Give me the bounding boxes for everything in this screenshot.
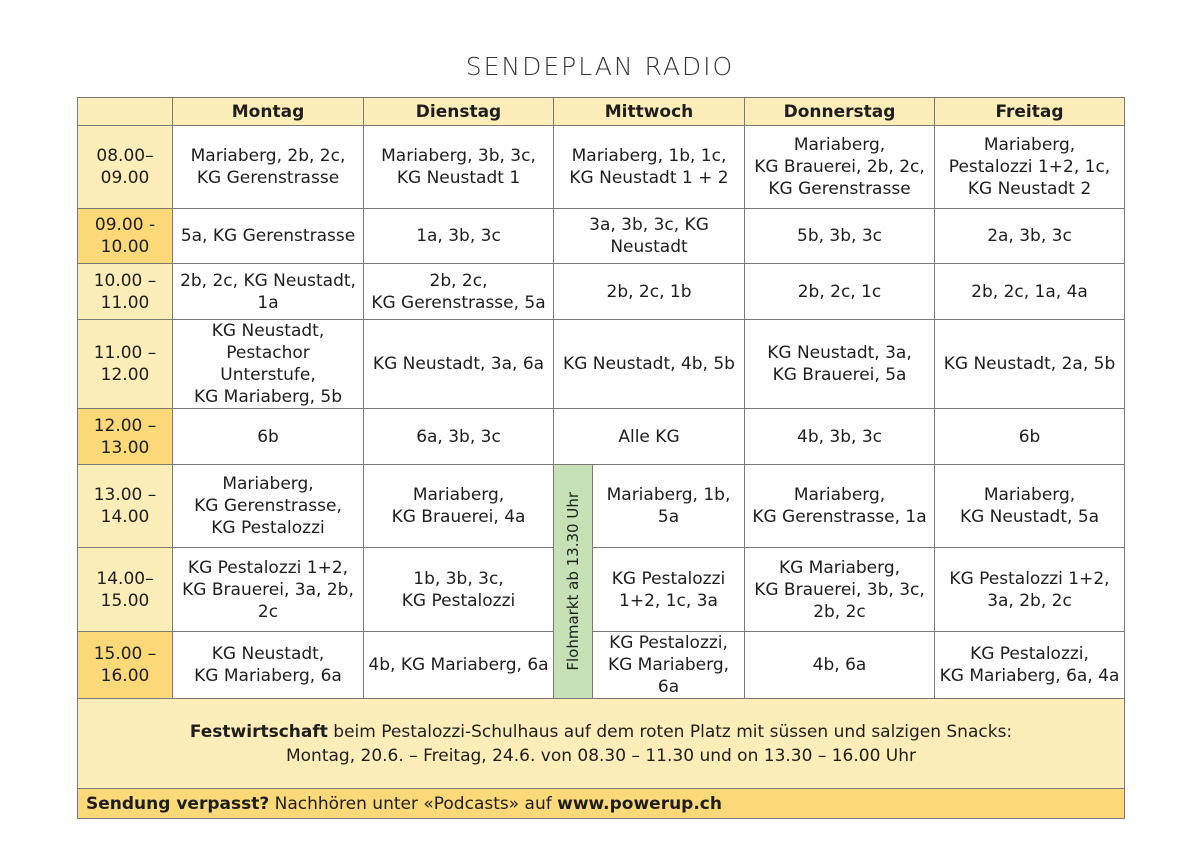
cell-line: KG Pestalozzi	[401, 590, 516, 611]
schedule-cell	[593, 548, 745, 632]
cell-line: KG Gerenstrasse, 5a	[371, 292, 546, 313]
cell-line: 13.00	[100, 437, 150, 458]
cell-line: Mariaberg, 1b, 5a	[606, 485, 731, 527]
cell-line: 4b, KG Mariaberg, 6a	[368, 655, 549, 675]
schedule-cell	[173, 465, 364, 548]
schedule-cell	[745, 548, 935, 632]
schedule-cell	[364, 264, 554, 320]
cell-line: 2b, 2c, 1b	[606, 281, 692, 302]
cell-line: KG Neustadt,	[211, 644, 325, 664]
cell-line: KG Mariaberg, 6a	[194, 666, 342, 686]
cell-line: KG Gerenstrasse,	[194, 496, 342, 516]
cell-line: KG Brauerei, 3a, 2b, 2c	[182, 579, 354, 622]
schedule-cell	[935, 126, 1125, 209]
header-row	[78, 98, 1125, 126]
cell-line: 14.00–	[96, 568, 154, 589]
schedule-cell	[745, 209, 935, 264]
cell-line: Alle KG	[618, 426, 680, 447]
cell-line: KG Gerenstrasse, 1a	[752, 507, 927, 527]
cell-line: KG Neustadt, 3a,	[767, 343, 912, 363]
footer-text: Nachhören unter «Podcasts» auf	[269, 793, 558, 814]
schedule-cell	[173, 209, 364, 264]
time-cell	[78, 465, 173, 548]
schedule-cell	[745, 465, 935, 548]
cell-line: KG Brauerei, 4a	[391, 507, 526, 527]
schedule-cell	[173, 320, 364, 409]
cell-line: 11.00 –	[93, 343, 157, 363]
time-cell	[78, 409, 173, 465]
schedule-cell	[745, 632, 935, 699]
cell-line: 2b, 2c, 1c	[797, 281, 882, 302]
schedule-cell	[745, 409, 935, 465]
cell-line: KG Mariaberg,	[778, 557, 901, 578]
schedule-cell	[745, 126, 935, 209]
cell-line: 1+2, 1c, 3a	[619, 590, 718, 611]
powerup-link[interactable]: www.powerup.ch	[557, 793, 722, 814]
cell-line: KG Mariaberg, 5b	[193, 387, 343, 407]
time-cell	[78, 264, 173, 320]
festwirtschaft-line	[82, 720, 1120, 744]
schedule-cell	[593, 632, 745, 699]
cell-line: 4b, 3b, 3c	[797, 426, 882, 447]
cell-line: KG Neustadt 2	[967, 179, 1092, 199]
cell-line: 5a, KG Gerenstrasse	[180, 226, 356, 246]
cell-line: 12.00 –	[93, 415, 157, 436]
festwirtschaft-row	[78, 699, 1125, 789]
cell-line: 09.00 -	[94, 215, 156, 235]
cell-line: KG Pestalozzi,	[970, 644, 1089, 664]
schedule-cell	[554, 264, 745, 320]
cell-line: 14.00	[100, 507, 150, 527]
cell-line: 2b, 2c	[813, 601, 866, 622]
festwirtschaft-title: Festwirtschaft	[189, 721, 328, 742]
cell-line: 10.00 –	[93, 270, 157, 291]
flohmarkt-label: Flohmarkt ab 13.30 Uhr	[564, 492, 582, 671]
schedule-cell	[935, 465, 1125, 548]
footer-row	[78, 789, 1125, 819]
cell-line: KG Pestalozzi 1+2,	[949, 568, 1110, 589]
cell-line: KG Neustadt, 3a, 6a	[372, 354, 545, 374]
cell-line: KG Mariaberg, 6a, 4a	[939, 666, 1120, 686]
cell-line: Pestalozzi 1+2, 1c,	[948, 157, 1111, 177]
cell-line: 6b	[257, 426, 279, 447]
cell-line: Mariaberg, 1b, 1c,	[571, 146, 727, 166]
cell-line: KG Brauerei, 5a	[772, 365, 907, 385]
time-slot-row	[78, 632, 1125, 699]
cell-line: 09.00	[100, 168, 150, 188]
cell-line: KG Brauerei, 3b, 3c,	[754, 579, 925, 600]
cell-line: KG Neustadt, 4b, 5b	[563, 354, 735, 374]
cell-line: Unterstufe,	[220, 365, 316, 385]
day-header-dienstag: Dienstag	[364, 98, 554, 126]
cell-line: 5b, 3b, 3c	[797, 226, 882, 246]
cell-line: KG Gerenstrasse	[768, 179, 911, 199]
cell-line: 10.00	[100, 237, 150, 257]
cell-line: 15.00	[100, 590, 150, 611]
time-slot-row	[78, 126, 1125, 209]
cell-line: 13.00 –	[93, 485, 157, 505]
cell-line: 15.00 –	[93, 644, 157, 664]
cell-line: Mariaberg,	[793, 485, 886, 505]
cell-line: KG Neustadt, 5a	[959, 507, 1100, 527]
cell-line: Mariaberg, 3b, 3c,	[381, 146, 536, 166]
schedule-cell	[364, 409, 554, 465]
footer-note	[78, 789, 1125, 819]
schedule-cell	[364, 126, 554, 209]
cell-line: 08.00–	[96, 146, 154, 166]
cell-line: Mariaberg,	[222, 474, 314, 494]
cell-line: 16.00	[100, 666, 150, 686]
time-cell	[78, 320, 173, 409]
time-cell	[78, 632, 173, 699]
schedule-table	[77, 97, 1125, 819]
cell-line: KG Neustadt 1 + 2	[569, 168, 729, 188]
schedule-cell	[745, 264, 935, 320]
cell-line: KG Neustadt 1	[396, 168, 521, 188]
cell-line: Mariaberg, 2b, 2c,	[190, 146, 346, 166]
cell-line: Mariaberg,	[983, 135, 1076, 155]
cell-line: 11.00	[100, 292, 150, 313]
flohmarkt-banner	[554, 465, 593, 699]
schedule-cell	[554, 126, 745, 209]
cell-line: KG Brauerei, 2b, 2c,	[754, 157, 925, 177]
cell-line: KG Pestalozzi 1+2,	[187, 557, 349, 578]
schedule-cell	[935, 320, 1125, 409]
time-slot-row	[78, 409, 1125, 465]
schedule-cell	[745, 320, 935, 409]
time-slot-row	[78, 548, 1125, 632]
cell-line: KG Gerenstrasse	[196, 168, 340, 188]
schedule-cell	[554, 320, 745, 409]
day-header-donnerstag: Donnerstag	[745, 98, 935, 126]
time-cell	[78, 209, 173, 264]
schedule-cell	[554, 209, 745, 264]
cell-line: KG Neustadt, Pestachor	[211, 321, 325, 363]
schedule-cell	[173, 548, 364, 632]
cell-line: Mariaberg,	[983, 485, 1076, 505]
cell-line: 2b, 2c, 1a, 4a	[971, 281, 1088, 302]
time-slot-row	[78, 264, 1125, 320]
day-header-mittwoch: Mittwoch	[554, 98, 745, 126]
cell-line: Mariaberg,	[412, 485, 505, 505]
cell-line: 2b, 2c, KG Neustadt, 1a	[180, 270, 356, 313]
schedule-cell	[364, 320, 554, 409]
schedule-cell	[554, 409, 745, 465]
schedule-cell	[935, 632, 1125, 699]
schedule-cell	[935, 264, 1125, 320]
cell-line: KG Mariaberg, 6a	[607, 655, 730, 697]
day-header-freitag: Freitag	[935, 98, 1125, 126]
festwirtschaft-note	[78, 699, 1125, 789]
schedule-cell	[935, 548, 1125, 632]
time-cell	[78, 548, 173, 632]
time-cell	[78, 126, 173, 209]
cell-line: 2b, 2c,	[429, 270, 488, 291]
schedule-cell	[593, 465, 745, 548]
page-title: SENDEPLAN RADIO	[465, 52, 735, 81]
cell-line: KG Pestalozzi	[611, 568, 726, 589]
time-slot-row	[78, 320, 1125, 409]
schedule-cell	[364, 209, 554, 264]
schedule-cell	[364, 465, 554, 548]
cell-line: 1a, 3b, 3c	[416, 226, 501, 246]
cell-line: 6b	[1018, 426, 1041, 447]
schedule-cell	[364, 548, 554, 632]
schedule-cell	[935, 209, 1125, 264]
cell-line: KG Pestalozzi	[211, 518, 325, 538]
cell-line: KG Neustadt, 2a, 5b	[943, 354, 1116, 374]
schedule-cell	[173, 126, 364, 209]
festwirtschaft-dates: Montag, 20.6. – Freitag, 24.6. von 08.30 – 11.30 und on 13.30 – 16.00 Uhr	[285, 745, 917, 766]
cell-line: 4b, 6a	[812, 655, 867, 675]
cell-line: Mariaberg,	[793, 135, 886, 155]
header-corner	[78, 98, 173, 126]
cell-line: 3a, 2b, 2c	[987, 590, 1072, 611]
schedule-cell	[173, 632, 364, 699]
footer-question: Sendung verpasst?	[86, 793, 270, 814]
cell-line: 1b, 3b, 3c,	[413, 568, 504, 589]
day-header-montag: Montag	[173, 98, 364, 126]
cell-line: 12.00	[100, 365, 150, 385]
schedule-cell	[364, 632, 554, 699]
schedule-cell	[173, 409, 364, 465]
cell-line: 6a, 3b, 3c	[416, 426, 501, 447]
time-slot-row	[78, 465, 1125, 548]
time-slot-row	[78, 209, 1125, 264]
cell-line: 2a, 3b, 3c	[987, 226, 1072, 246]
schedule-cell	[935, 409, 1125, 465]
festwirtschaft-text: beim Pestalozzi-Schulhaus auf dem roten Platz mit süssen und salzigen Snacks:	[327, 721, 1013, 742]
schedule-cell	[173, 264, 364, 320]
cell-line: 3a, 3b, 3c, KG Neustadt	[589, 215, 709, 257]
cell-line: KG Pestalozzi,	[609, 633, 728, 653]
